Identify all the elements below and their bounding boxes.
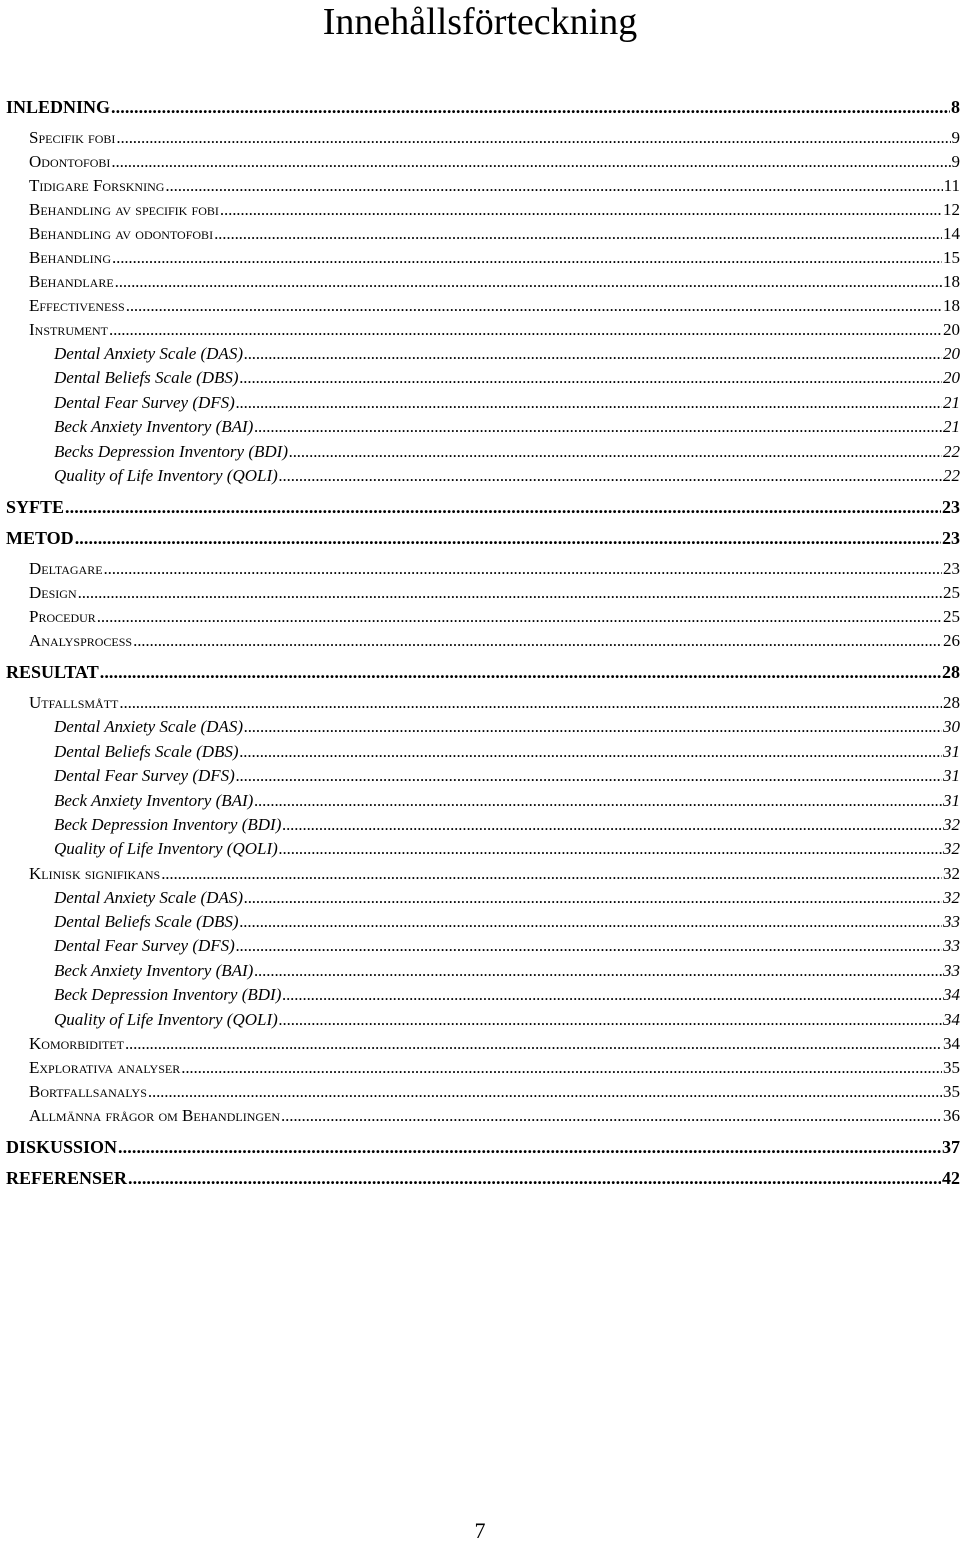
toc-dot-leader xyxy=(126,294,942,318)
toc-entry-label: Beck Anxiety Inventory (BAI) xyxy=(54,959,253,983)
toc-entry-page: 31 xyxy=(943,789,960,813)
toc-dot-leader xyxy=(236,391,942,415)
toc-entry-page: 9 xyxy=(952,126,960,150)
toc-entry[interactable] xyxy=(6,910,960,934)
toc-entry[interactable] xyxy=(6,198,960,222)
toc-entry[interactable] xyxy=(6,391,960,415)
toc-entry-label: Bortfallsanalys xyxy=(29,1080,147,1104)
toc-dot-leader xyxy=(112,246,942,270)
toc-entry-page: 22 xyxy=(943,464,960,488)
toc-entry-label: Dental Beliefs Scale (DBS) xyxy=(54,366,239,390)
toc-dot-leader xyxy=(282,813,942,837)
toc-entry[interactable] xyxy=(6,246,960,270)
toc-entry-page: 12 xyxy=(943,198,960,222)
toc-entry[interactable] xyxy=(6,581,960,605)
toc-entry-label: Behandling av specifik fobi xyxy=(29,198,219,222)
toc-entry[interactable] xyxy=(6,629,960,653)
toc-dot-leader xyxy=(111,95,950,119)
toc-entry-label: Dental Fear Survey (DFS) xyxy=(54,934,235,958)
toc-entry-label: RESULTAT xyxy=(6,660,99,684)
toc-dot-leader xyxy=(148,1080,942,1104)
toc-entry-label: Dental Fear Survey (DFS) xyxy=(54,391,235,415)
toc-dot-leader xyxy=(236,934,942,958)
toc-entry[interactable] xyxy=(6,1080,960,1104)
toc-entry-page: 21 xyxy=(943,391,960,415)
toc-dot-leader xyxy=(254,959,942,983)
toc-entry[interactable] xyxy=(6,464,960,488)
toc-entry-label: Dental Anxiety Scale (DAS) xyxy=(54,886,243,910)
toc-entry[interactable] xyxy=(6,934,960,958)
toc-entry-page: 14 xyxy=(943,222,960,246)
toc-entry[interactable] xyxy=(6,495,960,519)
toc-entry[interactable] xyxy=(6,415,960,439)
toc-entry-page: 32 xyxy=(943,862,960,886)
toc-entry[interactable] xyxy=(6,983,960,1007)
toc-dot-leader xyxy=(244,715,942,739)
toc-entry[interactable] xyxy=(6,715,960,739)
toc-dot-leader xyxy=(240,740,942,764)
toc-entry[interactable] xyxy=(6,126,960,150)
toc-dot-leader xyxy=(236,764,942,788)
toc-entry[interactable] xyxy=(6,294,960,318)
toc-entry-page: 28 xyxy=(943,691,960,715)
toc-entry-label: REFERENSER xyxy=(6,1166,127,1190)
toc-entry-page: 11 xyxy=(944,174,960,198)
toc-entry-label: METOD xyxy=(6,526,74,550)
toc-entry-page: 34 xyxy=(943,983,960,1007)
toc-dot-leader xyxy=(116,126,950,150)
toc-entry-page: 20 xyxy=(943,366,960,390)
page-number: 7 xyxy=(0,1518,960,1544)
toc-entry-page: 33 xyxy=(943,910,960,934)
toc-entry[interactable] xyxy=(6,1032,960,1056)
toc-entry-label: Quality of Life Inventory (QOLI) xyxy=(54,1008,278,1032)
toc-entry[interactable] xyxy=(6,342,960,366)
toc-dot-leader xyxy=(244,342,942,366)
toc-dot-leader xyxy=(125,1032,942,1056)
toc-entry-label: Behandling xyxy=(29,246,111,270)
toc-entry-page: 9 xyxy=(952,150,960,174)
toc-entry-page: 34 xyxy=(943,1032,960,1056)
toc-entry-page: 32 xyxy=(943,813,960,837)
toc-dot-leader xyxy=(165,174,942,198)
toc-entry[interactable] xyxy=(6,1056,960,1080)
toc-entry-label: Effectiveness xyxy=(29,294,125,318)
toc-entry-label: Allmänna frågor om Behandlingen xyxy=(29,1104,280,1128)
toc-entry[interactable] xyxy=(6,959,960,983)
toc-entry-label: Becks Depression Inventory (BDI) xyxy=(54,440,288,464)
toc-entry[interactable] xyxy=(6,764,960,788)
toc-entry-page: 20 xyxy=(943,318,960,342)
toc-entry-label: Beck Depression Inventory (BDI) xyxy=(54,813,281,837)
toc-dot-leader xyxy=(240,910,942,934)
toc-entry-label: Klinisk signifikans xyxy=(29,862,160,886)
toc-entry[interactable] xyxy=(6,440,960,464)
toc-entry-page: 34 xyxy=(943,1008,960,1032)
toc-entry-label: Dental Beliefs Scale (DBS) xyxy=(54,740,239,764)
toc-dot-leader xyxy=(281,1104,942,1128)
toc-dot-leader xyxy=(111,150,950,174)
toc-dot-leader xyxy=(240,366,942,390)
toc-dot-leader xyxy=(119,691,942,715)
toc-entry-page: 33 xyxy=(943,959,960,983)
toc-entry-page: 31 xyxy=(943,764,960,788)
toc-entry-label: Quality of Life Inventory (QOLI) xyxy=(54,837,278,861)
toc-entry-page: 18 xyxy=(943,270,960,294)
toc-entry[interactable] xyxy=(6,837,960,861)
toc-entry-label: Beck Anxiety Inventory (BAI) xyxy=(54,789,253,813)
toc-entry[interactable] xyxy=(6,660,960,684)
toc-entry[interactable] xyxy=(6,526,960,550)
toc-dot-leader xyxy=(128,1166,941,1190)
toc-entry-page: 22 xyxy=(943,440,960,464)
toc-entry-page: 8 xyxy=(951,95,960,119)
toc-entry-page: 23 xyxy=(943,557,960,581)
toc-entry-page: 20 xyxy=(943,342,960,366)
toc-entry[interactable] xyxy=(6,174,960,198)
toc-dot-leader xyxy=(109,318,942,342)
toc-entry-page: 25 xyxy=(943,605,960,629)
toc-dot-leader xyxy=(78,581,942,605)
toc-dot-leader xyxy=(115,270,942,294)
toc-entry-page: 15 xyxy=(943,246,960,270)
toc-entry-label: Dental Beliefs Scale (DBS) xyxy=(54,910,239,934)
toc-dot-leader xyxy=(133,629,942,653)
toc-entry[interactable] xyxy=(6,813,960,837)
toc-dot-leader xyxy=(181,1056,942,1080)
toc-dot-leader xyxy=(75,526,941,550)
toc-entry[interactable] xyxy=(6,557,960,581)
toc-dot-leader xyxy=(244,886,942,910)
toc-dot-leader xyxy=(254,415,942,439)
toc-entry-label: Specifik fobi xyxy=(29,126,115,150)
toc-entry-page: 18 xyxy=(943,294,960,318)
toc-entry-label: Explorativa analyser xyxy=(29,1056,180,1080)
toc-entry-page: 31 xyxy=(943,740,960,764)
toc-entry-page: 26 xyxy=(943,629,960,653)
toc-entry-label: Analysprocess xyxy=(29,629,132,653)
toc-entry[interactable] xyxy=(6,605,960,629)
toc-entry-label: Beck Anxiety Inventory (BAI) xyxy=(54,415,253,439)
toc-entry[interactable] xyxy=(6,789,960,813)
toc-dot-leader xyxy=(100,660,941,684)
toc-entry[interactable] xyxy=(6,95,960,119)
toc-entry-label: Behandlare xyxy=(29,270,114,294)
toc-entry[interactable] xyxy=(6,1135,960,1159)
toc-entry[interactable] xyxy=(6,1008,960,1032)
page-title: Innehållsförteckning xyxy=(0,0,960,44)
toc-dot-leader xyxy=(214,222,942,246)
toc-entry-label: Tidigare Forskning xyxy=(29,174,164,198)
toc-dot-leader xyxy=(279,1008,942,1032)
toc-entry-label: Quality of Life Inventory (QOLI) xyxy=(54,464,278,488)
toc-entry-page: 33 xyxy=(943,934,960,958)
toc-entry-label: Design xyxy=(29,581,77,605)
toc-entry-page: 37 xyxy=(942,1135,960,1159)
toc-entry[interactable] xyxy=(6,1166,960,1190)
toc-dot-leader xyxy=(104,557,942,581)
toc-entry[interactable] xyxy=(6,862,960,886)
toc-entry-label: DISKUSSION xyxy=(6,1135,117,1159)
toc-entry-label: Deltagare xyxy=(29,557,103,581)
toc-entry-label: Dental Anxiety Scale (DAS) xyxy=(54,342,243,366)
toc-dot-leader xyxy=(282,983,942,1007)
toc-entry-page: 23 xyxy=(942,495,960,519)
toc-entry-label: Dental Anxiety Scale (DAS) xyxy=(54,715,243,739)
toc-entry[interactable] xyxy=(6,270,960,294)
toc-entry-label: SYFTE xyxy=(6,495,64,519)
table-of-contents xyxy=(6,88,960,1197)
toc-dot-leader xyxy=(279,464,942,488)
toc-dot-leader xyxy=(97,605,942,629)
toc-entry-page: 32 xyxy=(943,886,960,910)
toc-entry[interactable] xyxy=(6,318,960,342)
toc-entry-page: 30 xyxy=(943,715,960,739)
toc-entry[interactable] xyxy=(6,740,960,764)
toc-dot-leader xyxy=(65,495,941,519)
toc-entry-page: 25 xyxy=(943,581,960,605)
toc-entry-label: Instrument xyxy=(29,318,108,342)
toc-entry[interactable] xyxy=(6,1104,960,1128)
toc-dot-leader xyxy=(161,862,942,886)
toc-entry-page: 23 xyxy=(942,526,960,550)
toc-entry-page: 21 xyxy=(943,415,960,439)
toc-entry[interactable] xyxy=(6,691,960,715)
toc-entry-label: Beck Depression Inventory (BDI) xyxy=(54,983,281,1007)
toc-entry-label: Dental Fear Survey (DFS) xyxy=(54,764,235,788)
toc-entry-page: 28 xyxy=(942,660,960,684)
toc-entry-label: Odontofobi xyxy=(29,150,110,174)
toc-entry-page: 35 xyxy=(943,1056,960,1080)
toc-entry-label: Procedur xyxy=(29,605,96,629)
toc-dot-leader xyxy=(254,789,942,813)
toc-entry-page: 35 xyxy=(943,1080,960,1104)
toc-entry-page: 42 xyxy=(942,1166,960,1190)
toc-entry-label: Komorbiditet xyxy=(29,1032,124,1056)
toc-entry[interactable] xyxy=(6,886,960,910)
toc-dot-leader xyxy=(279,837,942,861)
toc-dot-leader xyxy=(118,1135,941,1159)
toc-entry-label: Utfallsmått xyxy=(29,691,118,715)
toc-entry[interactable] xyxy=(6,222,960,246)
toc-dot-leader xyxy=(220,198,942,222)
toc-dot-leader xyxy=(289,440,942,464)
toc-entry[interactable] xyxy=(6,150,960,174)
toc-entry-page: 36 xyxy=(943,1104,960,1128)
toc-entry[interactable] xyxy=(6,366,960,390)
toc-entry-label: INLEDNING xyxy=(6,95,110,119)
toc-entry-page: 32 xyxy=(943,837,960,861)
toc-entry-label: Behandling av odontofobi xyxy=(29,222,213,246)
